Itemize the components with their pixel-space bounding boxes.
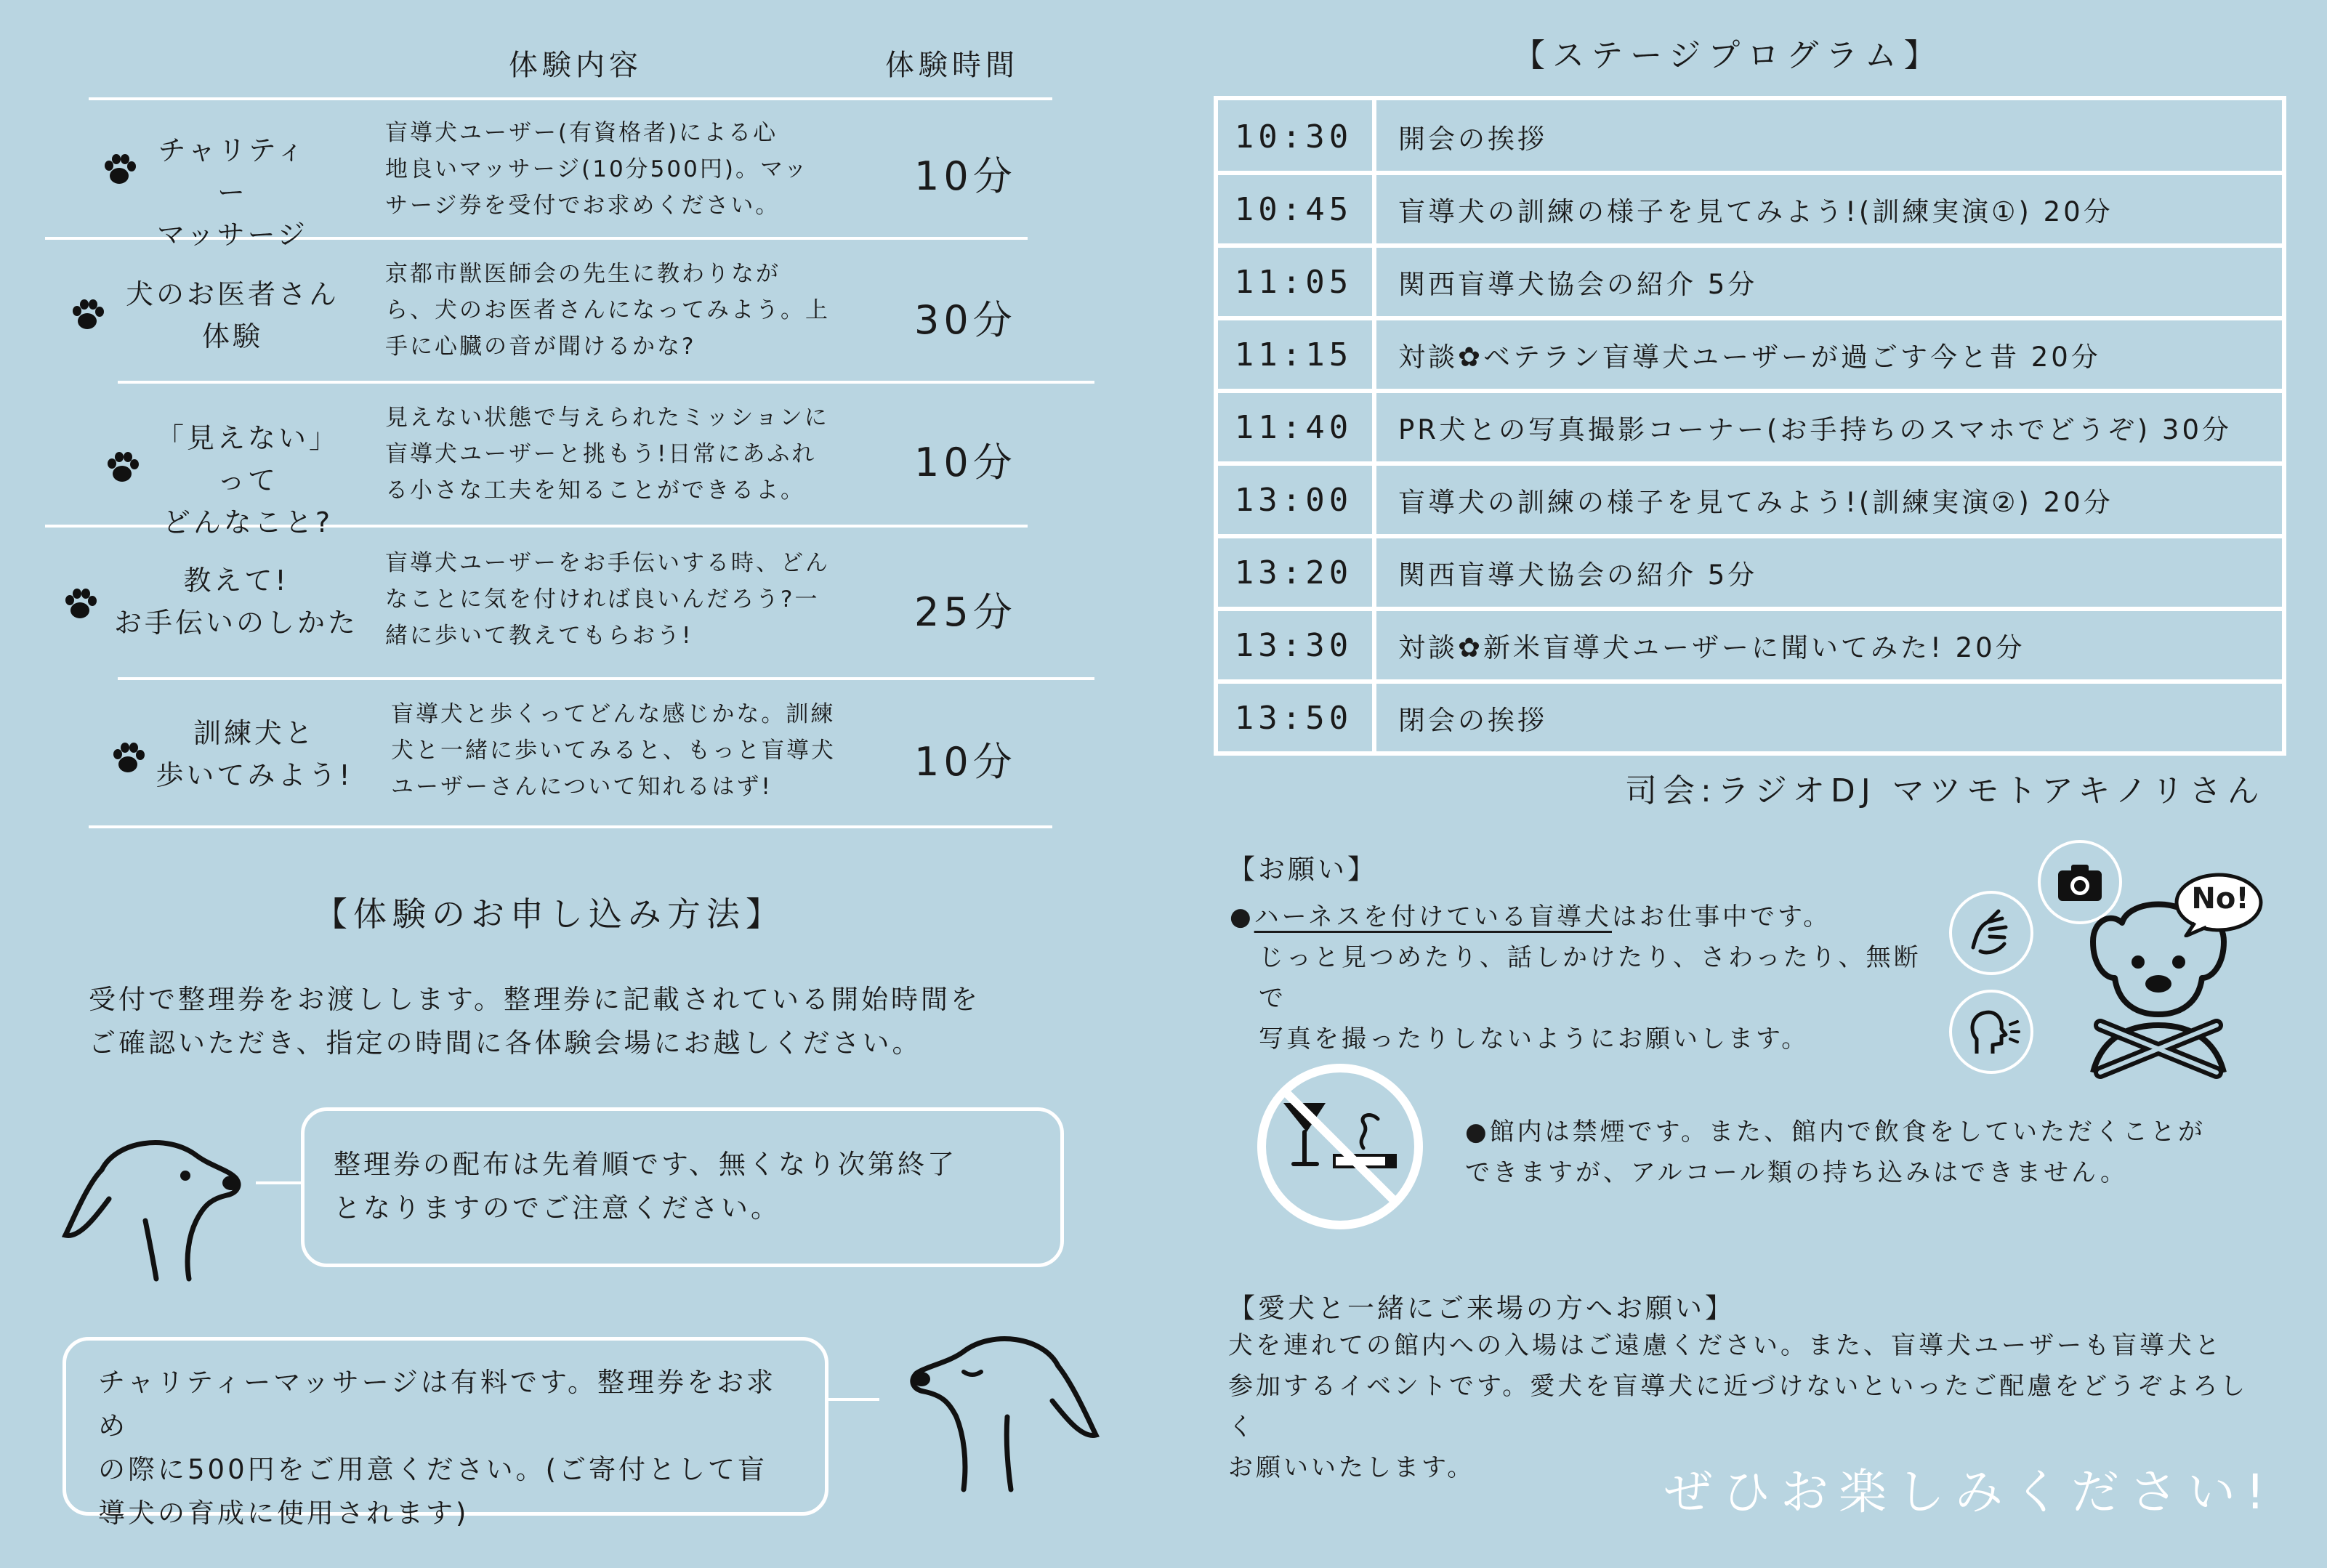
no-badge: No! [2191, 882, 2249, 916]
closing-message: ぜひお楽しみください! [1664, 1464, 2275, 1520]
stage-row [1218, 318, 2282, 391]
mc-credit: 司会:ラジオDJ マツモトアキノリさん [1625, 772, 2265, 809]
stage-time: 10:45 [1234, 190, 1353, 228]
stage-program: 関西盲導犬協会の紹介 5分 [1398, 559, 1758, 591]
table-divider [118, 381, 1094, 384]
experience-name: 教えて! お手伝いのしかた [113, 565, 358, 639]
dog-head-illustration [891, 1315, 1102, 1497]
stage-row [1218, 173, 2282, 246]
stage-row [1218, 100, 2282, 173]
stage-row [1218, 464, 2282, 536]
experience-name: 「見えない」って どんなこと? [156, 422, 339, 538]
experience-time: 10分 [914, 739, 1017, 785]
stage-program: 開会の挨拶 [1398, 124, 1547, 155]
dog-head-illustration [58, 1112, 254, 1286]
experience-description: 京都市獣医師会の先生に教わりなが ら、犬のお医者さんになってみよう。上 手に心臓の音が聞けるかな? [385, 261, 830, 360]
stage-program: 対談✿新米盲導犬ユーザーに聞いてみた! 20分 [1398, 632, 2025, 663]
stage-program-table [1214, 96, 2286, 756]
info-bubble: 整理券の配布は先着順です、無くなり次第終了 となりますのでご注意ください。 [301, 1107, 1064, 1267]
stage-program: 関西盲導犬協会の紹介 5分 [1398, 269, 1758, 300]
bubble-tail [256, 1181, 304, 1184]
stage-program: 対談✿ベテラン盲導犬ユーザーが過ごす今と昔 20分 [1398, 342, 2101, 373]
stage-program: 盲導犬の訓練の様子を見てみよう!(訓練実演①) 20分 [1398, 196, 2113, 227]
stage-time: 11:15 [1234, 336, 1353, 373]
stage-time: 10:30 [1234, 118, 1353, 155]
application-title: 【体験のお申し込み方法】 [314, 894, 785, 934]
stage-time: 13:20 [1234, 554, 1353, 591]
request-guide-dog: ●ハーネスを付けている盲導犬はお仕事中です。 じっと見つめたり、話しかけたり、さわったり、無断で 写真を撮ったりしないようにお願いします。 [1230, 902, 1921, 1054]
stage-row [1218, 246, 2282, 318]
paw-icon [61, 586, 99, 623]
experience-name: チャリティー マッサージ [157, 134, 308, 251]
info-bubble: チャリティーマッサージは有料です。整理券をお求め の際に500円をご用意ください。(ご寄付として盲 導犬の育成に使用されます) [62, 1337, 828, 1516]
stage-row [1218, 536, 2282, 609]
stage-program: PR犬との写真撮影コーナー(お手持ちのスマホでどうぞ) 30分 [1398, 414, 2232, 445]
stage-program: 閉会の挨拶 [1398, 705, 1547, 736]
application-text: 受付で整理券をお渡しします。整理券に記載されている開始時間を ご確認いただき、指定の時間に各体験会場にお越しください。 [89, 984, 981, 1059]
request-no-smoking: ●館内は禁煙です。また、館内で飲食をしていただくことが できますが、アルコール類の持ち込みはできません。 [1465, 1118, 2206, 1187]
stage-row [1218, 609, 2282, 682]
stage-row [1218, 391, 2282, 464]
experience-description: 盲導犬ユーザー(有資格者)による心 地良いマッサージ(10分500円)。マッ サージ券を受付でお求めください。 [385, 120, 809, 219]
experience-description: 盲導犬と歩くってどんな感じかな。訓練 犬と一緒に歩いてみると、もっと盲導犬 ユーザーさんについて知れるはず! [391, 701, 836, 800]
stage-time: 11:40 [1234, 408, 1353, 446]
table-divider [118, 677, 1094, 680]
paw-icon [103, 449, 141, 487]
experience-description: 盲導犬ユーザーをお手伝いする時、どん なことに気を付ければ良いんだろう?一 緒に歩いて教えてもらおう! [385, 550, 830, 649]
stage-time: 13:00 [1234, 481, 1353, 519]
table-divider [89, 97, 1052, 100]
stage-time: 13:50 [1234, 699, 1353, 737]
experience-time: 10分 [914, 153, 1017, 199]
experience-name: 犬のお医者さん 体験 [125, 278, 339, 352]
paw-icon [68, 296, 106, 334]
stage-time: 11:05 [1234, 263, 1353, 301]
experience-time: 25分 [914, 589, 1017, 635]
header-content: 体験内容 [509, 49, 642, 82]
experience-description: 見えない状態で与えられたミッションに 盲導犬ユーザーと挑もう!日常にあふれ る小さな工夫を知ることができるよ。 [385, 405, 829, 504]
stage-row [1218, 682, 2282, 754]
paw-icon [100, 151, 138, 189]
table-divider [89, 825, 1052, 828]
bubble-tail [827, 1398, 879, 1401]
hand-touch-icon [1948, 889, 2035, 977]
dog-owners-text: 犬を連れての館内への入場はご遠慮ください。また、盲導犬ユーザーも盲導犬と 参加するイベントです。愛犬を盲導犬に近づけないといったご配慮をどうぞよろしく お願いいたします。 [1228, 1331, 2249, 1482]
experience-name: 訓練犬と 歩いてみよう! [156, 717, 353, 791]
stage-title: 【ステージプログラム】 [1513, 37, 1943, 74]
experience-time: 10分 [914, 440, 1017, 485]
experience-time: 30分 [914, 297, 1017, 343]
stage-time: 13:30 [1234, 626, 1353, 664]
header-time: 体験時間 [885, 49, 1019, 82]
paw-icon [109, 740, 147, 777]
speaking-icon [1948, 988, 2035, 1075]
requests-title: 【お願い】 [1228, 854, 1377, 885]
stage-program: 盲導犬の訓練の様子を見てみよう!(訓練実演②) 20分 [1398, 487, 2113, 518]
no-smoking-no-alcohol-icon [1254, 1061, 1426, 1232]
dog-owners-title: 【愛犬と一緒にご来場の方へお願い】 [1228, 1293, 1735, 1324]
